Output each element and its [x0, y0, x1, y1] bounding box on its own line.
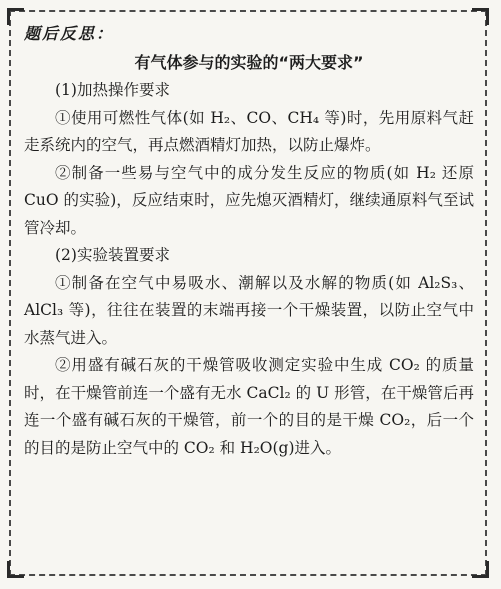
corner-mark-bottom-left — [7, 561, 24, 578]
section-2-paragraph-2: ②用盛有碱石灰的干燥管吸收测定实验中生成 CO₂ 的质量时，在干燥管前连一个盛有无水 CaCl₂ 的 U 形管，在干燥管后再连一个盛有碱石灰的干燥管，前一个的目的是干燥 CO₂，后一个的目的是防止空气中的 CO₂ 和 H₂O(g)进入。 — [24, 356, 474, 457]
corner-mark-top-left — [7, 8, 24, 25]
section-2-header: (2)实验装置要求 — [55, 246, 170, 264]
corner-mark-top-right — [472, 8, 489, 25]
section-1-paragraph-2: ②制备一些易与空气中的成分发生反应的物质(如 H₂ 还原 CuO 的实验)，反应结束时，应先熄灭酒精灯，继续通原料气至试管冷却。 — [24, 163, 474, 237]
corner-mark-bottom-right — [472, 561, 489, 578]
box-title: 有气体参与的实验的“两大要求” — [134, 52, 364, 72]
section-2-paragraph-1: ①制备在空气中易吸水、潮解以及水解的物质(如 Al₂S₃、AlCl₃ 等)，往往在装置的末端再接一个干燥装置，以防止空气中水蒸气进入。 — [24, 273, 474, 347]
reflection-box — [24, 20, 474, 462]
section-1-header: (1)加热操作要求 — [55, 81, 170, 99]
box-heading: 题后反思： — [24, 24, 115, 43]
section-1-paragraph-1: ①使用可燃性气体(如 H₂、CO、CH₄ 等)时，先用原料气赶走系统内的空气，再点燃酒精灯加热，以防止爆炸。 — [24, 108, 474, 154]
